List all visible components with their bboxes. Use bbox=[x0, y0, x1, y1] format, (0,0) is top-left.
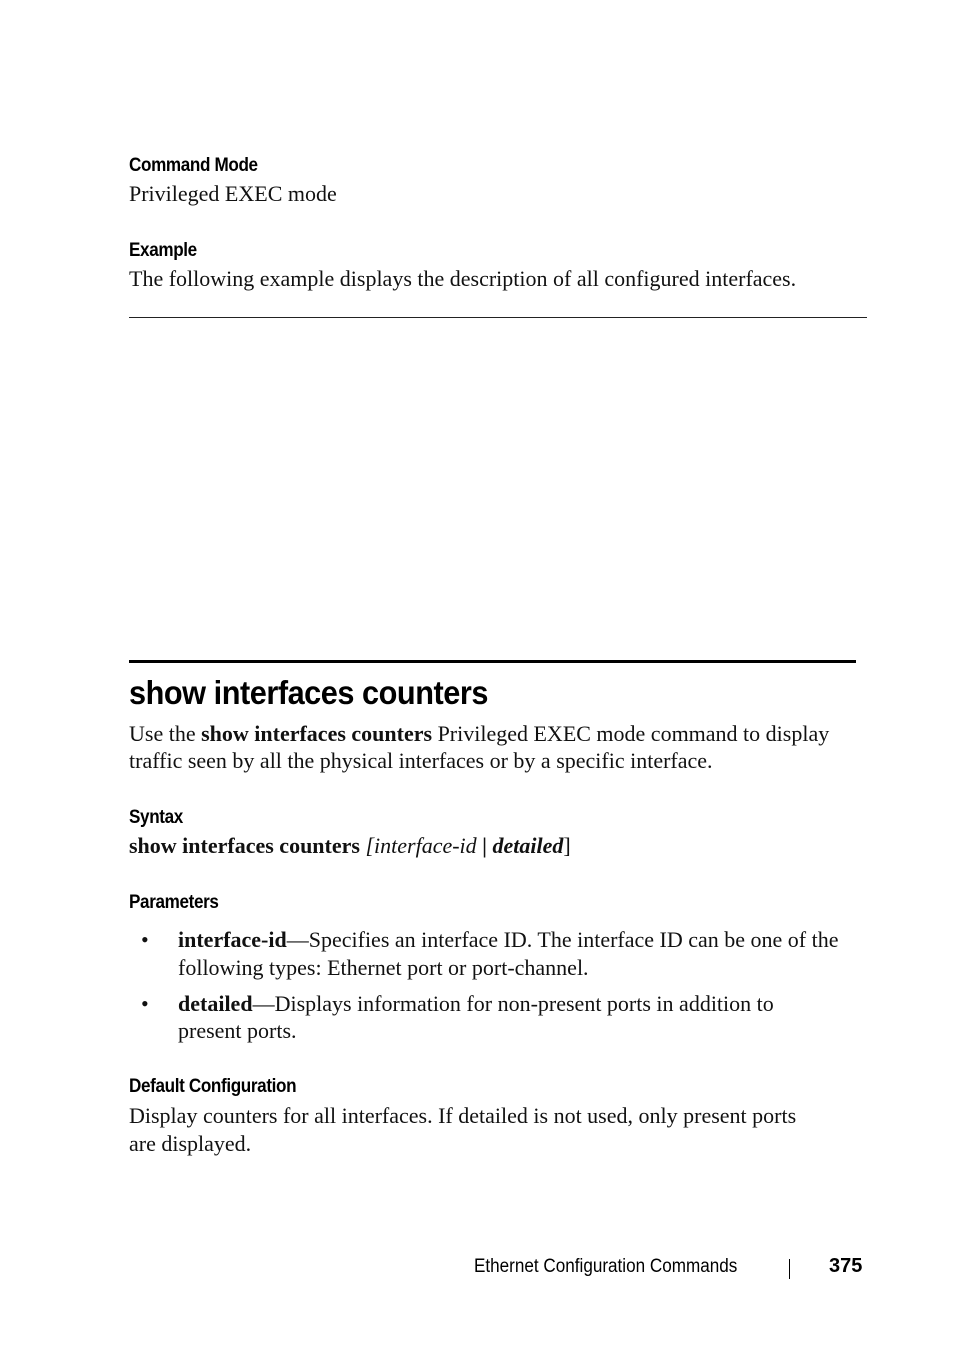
param-detailed-desc: —Displays information for non-present ports in addition to bbox=[252, 991, 774, 1016]
bullet-icon: • bbox=[141, 927, 149, 952]
syntax-arg-interface-id: interface-id bbox=[374, 833, 477, 858]
default-configuration-line-1: Display counters for all interfaces. If detailed is not used, only present ports bbox=[129, 1103, 797, 1128]
syntax-pipe: | bbox=[476, 833, 493, 858]
footer-chapter: Ethernet Configuration Commands bbox=[474, 1256, 738, 1277]
syntax-close-bracket: ] bbox=[563, 833, 571, 858]
param-detailed-line-1 bbox=[178, 990, 774, 1018]
example-heading: Example bbox=[129, 240, 197, 261]
intro-command: show interfaces counters bbox=[201, 721, 433, 746]
page-number: 375 bbox=[829, 1255, 863, 1277]
section-top-rule bbox=[129, 660, 856, 663]
syntax-heading: Syntax bbox=[129, 807, 183, 828]
intro-suffix: Privileged EXEC mode command to display bbox=[432, 721, 830, 746]
param-interface-id-name: interface-id bbox=[178, 927, 287, 952]
param-detailed-name: detailed bbox=[178, 991, 253, 1016]
syntax-command: show interfaces counters bbox=[129, 833, 360, 858]
param-interface-id-line-2: following types: Ethernet port or port-channel. bbox=[178, 955, 589, 980]
section-title: show interfaces counters bbox=[129, 674, 488, 711]
syntax-open-bracket: [ bbox=[359, 833, 375, 858]
parameters-heading: Parameters bbox=[129, 892, 219, 913]
example-text: The following example displays the description of all configured interfaces. bbox=[129, 266, 797, 291]
param-interface-id-line-1 bbox=[178, 926, 839, 954]
param-detailed-line-2: present ports. bbox=[178, 1018, 297, 1043]
example-divider bbox=[129, 317, 867, 318]
param-interface-id-desc: —Specifies an interface ID. The interface ID can be one of the bbox=[286, 927, 839, 952]
syntax-arg-detailed: detailed bbox=[492, 833, 564, 858]
intro-line-1 bbox=[129, 720, 829, 748]
default-configuration-heading: Default Configuration bbox=[129, 1076, 297, 1097]
intro-line-2: traffic seen by all the physical interfaces or by a specific interface. bbox=[129, 748, 713, 773]
footer-separator bbox=[789, 1259, 790, 1279]
command-mode-text: Privileged EXEC mode bbox=[129, 181, 337, 206]
default-configuration-line-2: are displayed. bbox=[129, 1131, 252, 1156]
syntax-line bbox=[129, 832, 571, 860]
command-mode-heading: Command Mode bbox=[129, 155, 258, 176]
bullet-icon: • bbox=[141, 991, 149, 1016]
intro-prefix: Use the bbox=[129, 721, 202, 746]
